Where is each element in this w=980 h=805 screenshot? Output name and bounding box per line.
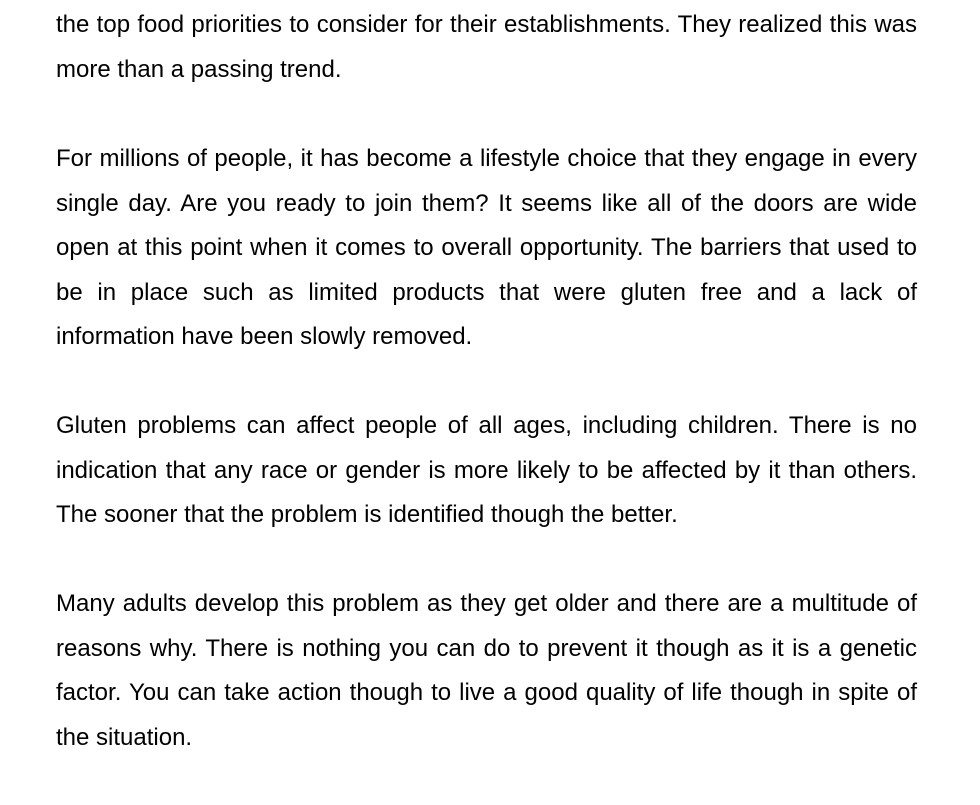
paragraph: the top food priorities to consider for their establishments. They realized this was more than a passing trend. [56,11,917,83]
paragraph: For millions of people, it has become a lifestyle choice that they engage in every single day. Are you ready to join them? It seems like all of the doors are wide open at this point when it comes to overall opportunity. The barriers that used to be in place such as limited products that were gluten free and a lack of information have been slowly removed. [56,145,917,351]
paragraph: Gluten problems can affect people of all ages, including children. There is no indication that any race or gender is more likely to be affected by it than others. The sooner that the problem is identified though the better. [56,412,917,529]
paragraph: Many adults develop this problem as they get older and there are a multitude of reasons why. There is nothing you can do to prevent it though as it is a genetic factor. You can take action though to live a good quality of life though in spite of the situation. [56,590,917,751]
